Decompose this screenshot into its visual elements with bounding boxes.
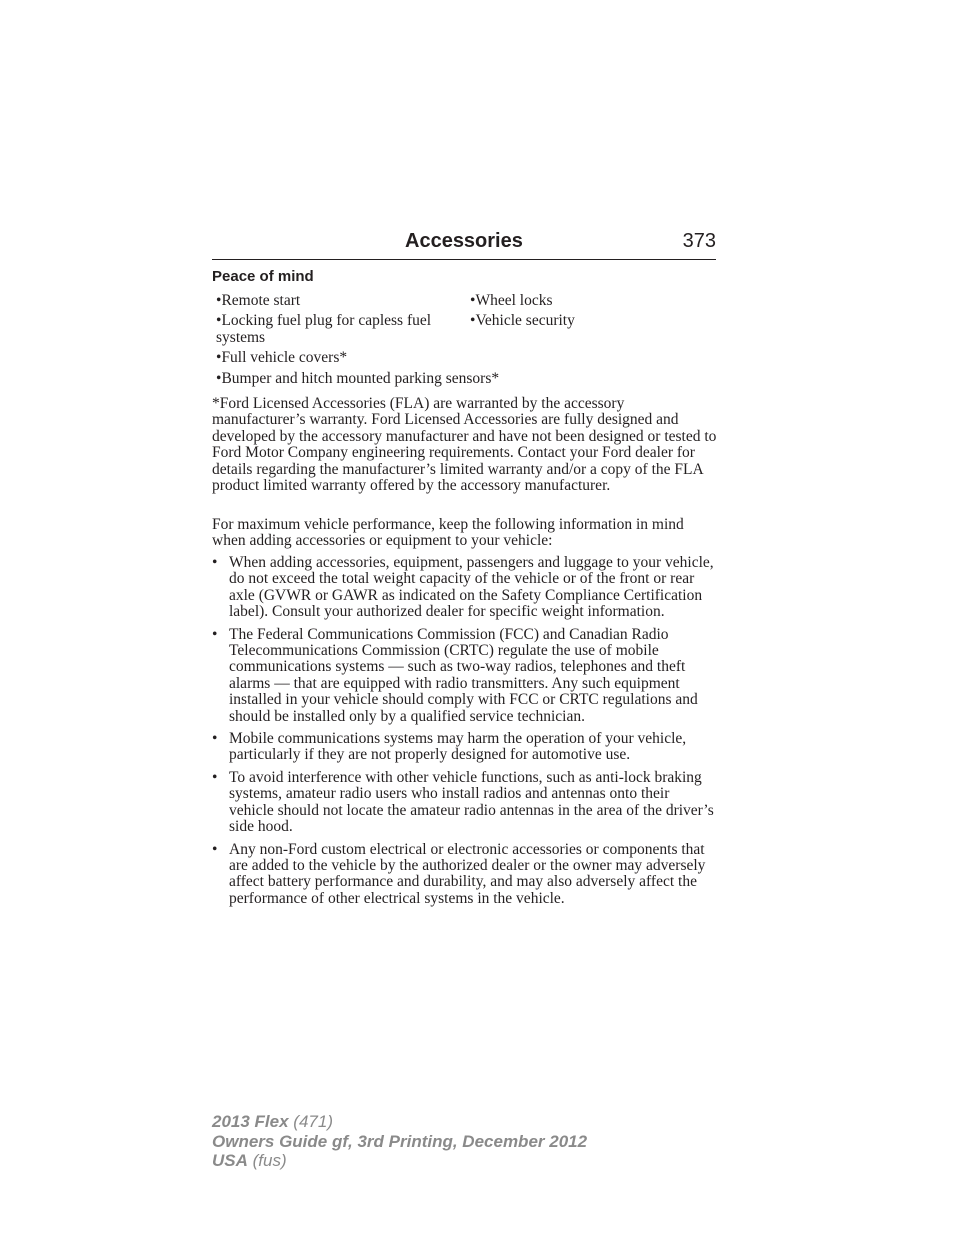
list-item: • To avoid interference with other vehicle functions, such as anti-lock braking systems, amateur radio users who install radios and antennas onto their vehicle should not locate the amateur radio antennas in the area of the driver’s side hood. bbox=[212, 768, 714, 836]
list-item: • Any non-Ford custom electrical or electronic accessories or components that are added to the vehicle by the authorized dealer or the owner may adversely affect battery performance and durability, and may also adversely affect the performance of other electrical systems in the vehicle. bbox=[212, 840, 706, 907]
accessory-list-left bbox=[216, 292, 500, 391]
list-item: •Locking fuel plug for capless fuel systems bbox=[216, 312, 432, 346]
footer-region: USA bbox=[212, 1151, 248, 1170]
accessory-list-right bbox=[470, 293, 710, 334]
page-number: 373 bbox=[682, 230, 716, 252]
list-item: • When adding accessories, equipment, passengers and luggage to your vehicle, do not exceed the total weight capacity of the vehicle or of the front or rear axle (GVWR or GAWR as indicated on the Safety Compliance Certification label). Consult your authorized dealer for specific weight information. bbox=[212, 554, 714, 621]
footer-region-code: (fus) bbox=[252, 1151, 287, 1170]
list-item: •Wheel locks bbox=[470, 292, 553, 309]
list-item: •Full vehicle covers* bbox=[216, 349, 348, 367]
page-footer bbox=[212, 1112, 587, 1171]
footer-model: 2013 Flex bbox=[212, 1112, 289, 1131]
guidance-list bbox=[212, 555, 717, 913]
subheading-peace-of-mind: Peace of mind bbox=[212, 268, 314, 285]
list-item: • Mobile communications systems may harm the operation of your vehicle, particularly if they are not properly designed for automotive use. bbox=[212, 730, 687, 764]
list-item: • The Federal Communications Commission (FCC) and Canadian Radio Telecommunications Commission (CRTC) regulate the use of mobile communications systems — such as two-way radios, telephones and theft alarms — that are equipped with radio transmitters. Any such equipment installed in your vehicle should comply with FCC or CRTC regulations and should be installed only by a qualified service technician. bbox=[212, 625, 698, 725]
footer-model-code: (471) bbox=[293, 1112, 333, 1131]
section-title: Accessories bbox=[405, 230, 523, 252]
footer-guide: Owners Guide gf, 3rd Printing, December 2012 bbox=[212, 1131, 588, 1151]
list-item: •Remote start bbox=[216, 292, 301, 309]
list-item: •Vehicle security bbox=[470, 312, 575, 330]
page-header bbox=[212, 229, 716, 260]
list-item: •Bumper and hitch mounted parking sensors* bbox=[216, 369, 500, 387]
intro-paragraph: For maximum vehicle performance, keep the following information in mind when adding accessories or equipment to your vehicle: bbox=[212, 516, 684, 550]
fla-note: *Ford Licensed Accessories (FLA) are warranted by the accessory manufacturer’s warranty. Ford Licensed Accessories are fully designed and developed by the accessory manufacturer and have not been designed or tested to Ford Motor Company engineering requirements. Contact your Ford dealer for details regarding the manufacturer’s limited warranty and/or a copy of the FLA product limited warranty offered by the accessory manufacturer. bbox=[212, 395, 717, 495]
